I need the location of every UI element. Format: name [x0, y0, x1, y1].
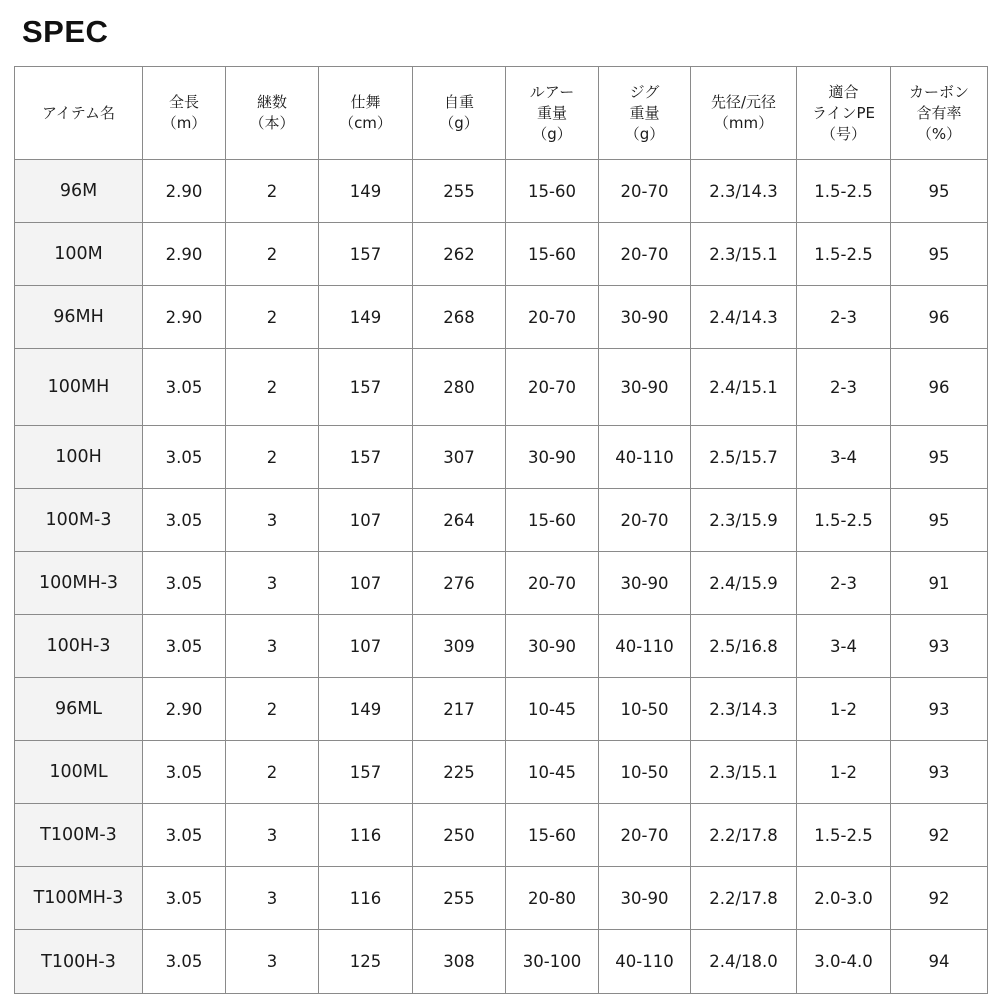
carbon-cell: 93: [891, 741, 988, 804]
jig-weight-cell: 40-110: [599, 426, 691, 489]
length-cell: 3.05: [143, 552, 226, 615]
pe-line-cell: 1-2: [797, 678, 891, 741]
sections-cell: 2: [226, 160, 319, 223]
header-row: [15, 67, 988, 160]
column-header-item-name: アイテム名: [15, 67, 143, 160]
table-row: [15, 426, 988, 489]
table-row: [15, 930, 988, 994]
item-name-cell: 96MH: [15, 286, 143, 349]
weight-cell: 309: [413, 615, 506, 678]
carbon-cell: 93: [891, 678, 988, 741]
sections-cell: 3: [226, 489, 319, 552]
item-name-cell: T100MH-3: [15, 867, 143, 930]
item-name-cell: T100H-3: [15, 930, 143, 994]
jig-weight-cell: 10-50: [599, 741, 691, 804]
closed-length-cell: 149: [319, 678, 413, 741]
weight-cell: 255: [413, 160, 506, 223]
diameter-cell: 2.4/15.9: [691, 552, 797, 615]
closed-length-cell: 157: [319, 349, 413, 426]
lure-weight-cell: 20-70: [506, 552, 599, 615]
diameter-cell: 2.5/16.8: [691, 615, 797, 678]
length-cell: 2.90: [143, 286, 226, 349]
item-name-cell: 100ML: [15, 741, 143, 804]
carbon-cell: 91: [891, 552, 988, 615]
item-name-cell: 100M-3: [15, 489, 143, 552]
length-cell: 3.05: [143, 489, 226, 552]
jig-weight-cell: 30-90: [599, 552, 691, 615]
lure-weight-cell: 30-90: [506, 615, 599, 678]
closed-length-cell: 116: [319, 804, 413, 867]
pe-line-cell: 2-3: [797, 552, 891, 615]
pe-line-cell: 1.5-2.5: [797, 160, 891, 223]
diameter-cell: 2.2/17.8: [691, 867, 797, 930]
sections-cell: 3: [226, 552, 319, 615]
diameter-cell: 2.4/18.0: [691, 930, 797, 994]
weight-cell: 262: [413, 223, 506, 286]
carbon-cell: 95: [891, 426, 988, 489]
pe-line-cell: 1.5-2.5: [797, 804, 891, 867]
diameter-cell: 2.5/15.7: [691, 426, 797, 489]
column-header-lure-weight: ルアー 重量 （g）: [506, 67, 599, 160]
closed-length-cell: 107: [319, 489, 413, 552]
table-row: [15, 489, 988, 552]
jig-weight-cell: 40-110: [599, 615, 691, 678]
closed-length-cell: 107: [319, 552, 413, 615]
length-cell: 2.90: [143, 678, 226, 741]
jig-weight-cell: 20-70: [599, 804, 691, 867]
table-row: [15, 223, 988, 286]
carbon-cell: 95: [891, 160, 988, 223]
table-row: [15, 678, 988, 741]
table-row: [15, 160, 988, 223]
closed-length-cell: 149: [319, 160, 413, 223]
closed-length-cell: 149: [319, 286, 413, 349]
weight-cell: 250: [413, 804, 506, 867]
column-header-tip-butt-diameter: 先径/元径 （mm）: [691, 67, 797, 160]
table-row: [15, 867, 988, 930]
item-name-cell: 100M: [15, 223, 143, 286]
weight-cell: 264: [413, 489, 506, 552]
lure-weight-cell: 20-70: [506, 349, 599, 426]
closed-length-cell: 157: [319, 741, 413, 804]
diameter-cell: 2.3/15.1: [691, 223, 797, 286]
length-cell: 2.90: [143, 160, 226, 223]
spec-table: [14, 66, 988, 994]
sections-cell: 3: [226, 867, 319, 930]
item-name-cell: 100MH-3: [15, 552, 143, 615]
weight-cell: 268: [413, 286, 506, 349]
column-header-carbon-content: カーボン 含有率 （%）: [891, 67, 988, 160]
closed-length-cell: 107: [319, 615, 413, 678]
table-row: [15, 552, 988, 615]
jig-weight-cell: 30-90: [599, 286, 691, 349]
jig-weight-cell: 10-50: [599, 678, 691, 741]
jig-weight-cell: 30-90: [599, 867, 691, 930]
table-row: [15, 286, 988, 349]
item-name-cell: 96ML: [15, 678, 143, 741]
column-header-sections: 継数 （本）: [226, 67, 319, 160]
closed-length-cell: 157: [319, 223, 413, 286]
diameter-cell: 2.4/15.1: [691, 349, 797, 426]
pe-line-cell: 1-2: [797, 741, 891, 804]
item-name-cell: T100M-3: [15, 804, 143, 867]
lure-weight-cell: 15-60: [506, 160, 599, 223]
carbon-cell: 96: [891, 349, 988, 426]
pe-line-cell: 1.5-2.5: [797, 489, 891, 552]
closed-length-cell: 157: [319, 426, 413, 489]
lure-weight-cell: 10-45: [506, 678, 599, 741]
column-header-jig-weight: ジグ 重量 （g）: [599, 67, 691, 160]
lure-weight-cell: 15-60: [506, 489, 599, 552]
length-cell: 3.05: [143, 741, 226, 804]
pe-line-cell: 3.0-4.0: [797, 930, 891, 994]
jig-weight-cell: 20-70: [599, 223, 691, 286]
table-row: [15, 804, 988, 867]
diameter-cell: 2.3/14.3: [691, 160, 797, 223]
pe-line-cell: 3-4: [797, 615, 891, 678]
closed-length-cell: 116: [319, 867, 413, 930]
weight-cell: 225: [413, 741, 506, 804]
lure-weight-cell: 20-80: [506, 867, 599, 930]
carbon-cell: 94: [891, 930, 988, 994]
pe-line-cell: 1.5-2.5: [797, 223, 891, 286]
item-name-cell: 100H: [15, 426, 143, 489]
length-cell: 3.05: [143, 930, 226, 994]
weight-cell: 308: [413, 930, 506, 994]
pe-line-cell: 3-4: [797, 426, 891, 489]
carbon-cell: 93: [891, 615, 988, 678]
column-header-closed-length: 仕舞 （cm）: [319, 67, 413, 160]
pe-line-cell: 2-3: [797, 349, 891, 426]
length-cell: 2.90: [143, 223, 226, 286]
diameter-cell: 2.2/17.8: [691, 804, 797, 867]
closed-length-cell: 125: [319, 930, 413, 994]
sections-cell: 3: [226, 615, 319, 678]
sections-cell: 2: [226, 223, 319, 286]
item-name-cell: 100H-3: [15, 615, 143, 678]
length-cell: 3.05: [143, 426, 226, 489]
sections-cell: 2: [226, 741, 319, 804]
lure-weight-cell: 10-45: [506, 741, 599, 804]
column-header-length: 全長 （m）: [143, 67, 226, 160]
weight-cell: 217: [413, 678, 506, 741]
diameter-cell: 2.3/14.3: [691, 678, 797, 741]
table-row: [15, 741, 988, 804]
jig-weight-cell: 40-110: [599, 930, 691, 994]
carbon-cell: 92: [891, 867, 988, 930]
lure-weight-cell: 30-100: [506, 930, 599, 994]
length-cell: 3.05: [143, 867, 226, 930]
page-title: SPEC: [22, 14, 109, 49]
item-name-cell: 96M: [15, 160, 143, 223]
lure-weight-cell: 15-60: [506, 223, 599, 286]
lure-weight-cell: 20-70: [506, 286, 599, 349]
carbon-cell: 95: [891, 223, 988, 286]
weight-cell: 307: [413, 426, 506, 489]
sections-cell: 3: [226, 930, 319, 994]
carbon-cell: 92: [891, 804, 988, 867]
column-header-pe-line: 適合 ラインPE （号）: [797, 67, 891, 160]
length-cell: 3.05: [143, 349, 226, 426]
sections-cell: 2: [226, 286, 319, 349]
table-row: [15, 615, 988, 678]
table-row: [15, 349, 988, 426]
sections-cell: 3: [226, 804, 319, 867]
sections-cell: 2: [226, 678, 319, 741]
carbon-cell: 95: [891, 489, 988, 552]
weight-cell: 276: [413, 552, 506, 615]
diameter-cell: 2.4/14.3: [691, 286, 797, 349]
diameter-cell: 2.3/15.9: [691, 489, 797, 552]
pe-line-cell: 2.0-3.0: [797, 867, 891, 930]
sections-cell: 2: [226, 426, 319, 489]
length-cell: 3.05: [143, 804, 226, 867]
jig-weight-cell: 20-70: [599, 160, 691, 223]
jig-weight-cell: 20-70: [599, 489, 691, 552]
lure-weight-cell: 30-90: [506, 426, 599, 489]
carbon-cell: 96: [891, 286, 988, 349]
jig-weight-cell: 30-90: [599, 349, 691, 426]
weight-cell: 255: [413, 867, 506, 930]
lure-weight-cell: 15-60: [506, 804, 599, 867]
item-name-cell: 100MH: [15, 349, 143, 426]
diameter-cell: 2.3/15.1: [691, 741, 797, 804]
length-cell: 3.05: [143, 615, 226, 678]
column-header-weight: 自重 （g）: [413, 67, 506, 160]
weight-cell: 280: [413, 349, 506, 426]
pe-line-cell: 2-3: [797, 286, 891, 349]
sections-cell: 2: [226, 349, 319, 426]
